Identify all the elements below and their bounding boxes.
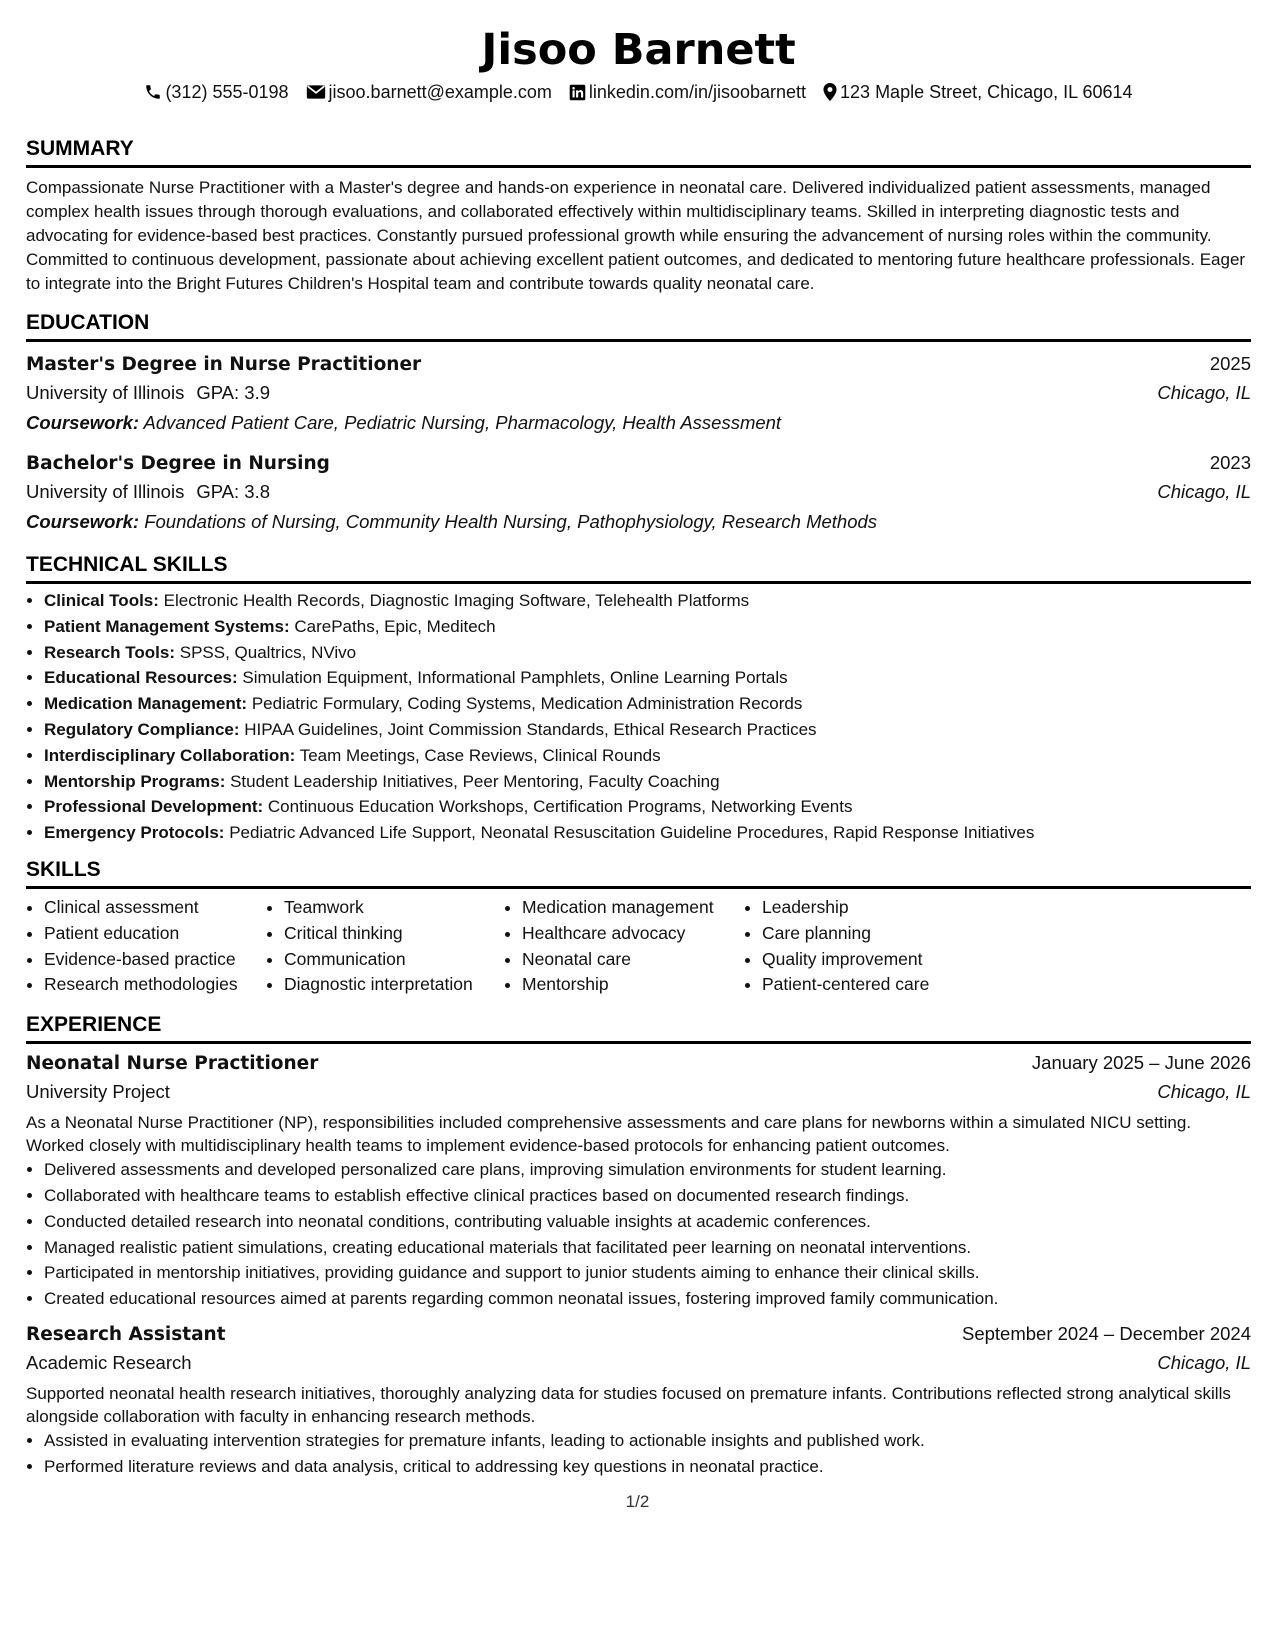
linkedin-text: linkedin.com/in/jisoobarnett [588,82,807,102]
list-item [44,820,1251,846]
skill-values: Pediatric Advanced Life Support, Neonatal Resuscitation Guideline Procedures, Rapid Response Initiatives [229,823,1035,843]
experience-entry [26,1049,1251,1312]
list-item: • Patient-centered care [762,972,982,998]
skill-category: Educational Resources: [44,668,238,688]
coursework-label: Coursework: [26,412,140,433]
list-item [44,614,1251,640]
skill-category: Regulatory Compliance: [44,719,240,739]
degree-title: Master's Degree in Nurse Practitioner [26,354,422,375]
list-item: • Leadership [762,895,982,921]
summary-text: Compassionate Nurse Practitioner with a Master's degree and hands-on experience in neonatal care. Delivered individualized patient assessments, managed complex health issues through thorough evaluations, and collaborated effectively within multidisciplinary teams. Skilled in interpreting diagnostic tests and advocating for evidence-based best practices. Constantly pursued professional growth while ensuring the advancement of nursing roles within the community. Committed to continuous development, passionate about achieving excellent patient outcomes, and dedicated to mentoring future healthcare professionals. Eager to integrate into the Bright Futures Children's Hospital team and contribute towards quality neonatal care. [26,178,1246,293]
education-section [26,310,1251,537]
job-title: Neonatal Nurse Practitioner [26,1053,319,1075]
gpa-text: GPA: 3.8 [196,481,271,502]
list-item: • Participated in mentorship initiatives, providing guidance and support to junior students aiming to enhance their clinical skills. [44,1260,1251,1286]
list-item: • Assisted in evaluating intervention strategies for premature infants, leading to actionable insights and published work. [44,1428,1251,1454]
skill-values: SPSS, Qualtrics, NVivo [179,642,357,662]
skill-values: HIPAA Guidelines, Joint Commission Standards, Ethical Research Practices [244,719,817,739]
skills-section [26,857,1251,998]
graduation-year: 2025 [1209,353,1251,374]
section-title-skills: SKILLS [26,857,1251,889]
school-location: Chicago, IL [1157,382,1251,403]
technical-skills-list [26,588,1251,846]
job-title: Research Assistant [26,1323,226,1345]
list-item: • Patient education [44,921,266,947]
job-dates: January 2025 – June 2026 [1031,1052,1251,1074]
degree-title: Bachelor's Degree in Nursing [26,453,330,474]
list-item: • Mentorship [522,972,744,998]
list-item: • Conducted detailed research into neonatal conditions, contributing valuable insights at academic conferences. [44,1209,1251,1235]
job-bullets [26,1428,1251,1480]
contact-address [823,81,1133,103]
experience-entry [26,1320,1251,1480]
list-item: • Delivered assessments and developed personalized care plans, improving simulation environments for student learning. [44,1157,1251,1183]
phone-text: (312) 555-0198 [165,82,289,102]
list-item: • Quality improvement [762,947,982,973]
list-item: • Neonatal care [522,947,744,973]
list-item: • Critical thinking [284,921,504,947]
skills-column [504,895,744,998]
experience-section [26,1012,1251,1479]
list-item [44,640,1251,666]
skill-values: Continuous Education Workshops, Certification Programs, Networking Events [267,797,853,817]
skills-grid [26,895,1251,998]
skill-category: Interdisciplinary Collaboration: [44,745,296,765]
organization: Academic Research [26,1351,192,1373]
list-item [44,691,1251,717]
skill-category: Professional Development: [44,797,264,817]
coursework-list: Foundations of Nursing, Community Health Nursing, Pathophysiology, Research Methods [144,511,878,532]
section-title-education: EDUCATION [26,310,1251,342]
education-entry [26,350,1251,438]
section-title-summary: SUMMARY [26,136,1251,168]
school-location: Chicago, IL [1157,481,1251,502]
list-item: • Collaborated with healthcare teams to establish effective clinical practices based on documented research findings. [44,1183,1251,1209]
envelope-icon [306,84,326,100]
section-title-technical-skills: TECHNICAL SKILLS [26,552,1251,584]
list-item [44,769,1251,795]
list-item: • Performed literature reviews and data analysis, critical to addressing key questions in neonatal practice. [44,1454,1251,1480]
contact-bar [26,81,1251,103]
skill-values: Student Leadership Initiatives, Peer Mentoring, Faculty Coaching [230,771,720,791]
phone-icon [144,83,162,101]
job-description: As a Neonatal Nurse Practitioner (NP), responsibilities included comprehensive assessments and care plans for newborns within a simulated NICU setting. Worked closely with multidisciplinary health teams to implement evidence-based protocols for enhancing patient outcomes. [26,1113,1192,1156]
job-dates: September 2024 – December 2024 [962,1322,1251,1344]
contact-phone[interactable] [144,81,288,103]
skill-category: Patient Management Systems: [44,616,290,636]
section-title-experience: EXPERIENCE [26,1012,1251,1044]
list-item [44,743,1251,769]
coursework [26,408,1251,438]
school-name [26,378,270,408]
skills-column [26,895,266,998]
contact-email[interactable] [306,81,552,103]
skill-values: Electronic Health Records, Diagnostic Imaging Software, Telehealth Platforms [163,591,750,610]
skills-column [744,895,982,998]
job-description: Supported neonatal health research initiatives, thoroughly analyzing data for studies focused on premature infants. Contributions reflected strong analytical skills alongside collaboration with faculty in enhancing research methods. [26,1383,1231,1426]
summary-section [26,136,1251,296]
school-name [26,477,270,507]
organization: University Project [26,1081,170,1103]
address-text: 123 Maple Street, Chicago, IL 60614 [840,82,1133,102]
education-entry [26,449,1251,537]
list-item: • Clinical assessment [44,895,266,921]
contact-linkedin[interactable] [569,81,806,103]
school-text: University of Illinois [26,481,185,502]
resume-page [26,0,1251,1480]
page-number: 1/2 [625,1492,650,1511]
list-item: • Evidence-based practice [44,947,266,973]
skill-values: Simulation Equipment, Informational Pamphlets, Online Learning Portals [242,668,788,688]
linkedin-icon [569,84,586,101]
coursework [26,507,1251,537]
list-item: • Created educational resources aimed at parents regarding common neonatal issues, fostering improved family communication. [44,1286,1251,1312]
skill-category: Mentorship Programs: [44,771,226,791]
list-item [44,665,1251,691]
list-item: • Managed realistic patient simulations, creating educational materials that facilitated peer learning on neonatal interventions. [44,1235,1251,1261]
list-item: • Research methodologies [44,972,266,998]
list-item [44,717,1251,743]
candidate-name: Jisoo Barnett [481,25,796,75]
job-bullets [26,1157,1251,1312]
job-location: Chicago, IL [1157,1081,1251,1103]
skills-column [266,895,504,998]
list-item: • Medication management [522,895,744,921]
email-text: jisoo.barnett@example.com [328,82,552,102]
coursework-list: Advanced Patient Care, Pediatric Nursing, Pharmacology, Health Assessment [143,412,782,433]
graduation-year: 2023 [1209,452,1251,473]
skill-category: Medication Management: [44,694,248,714]
skill-category: Research Tools: [44,642,176,662]
list-item: • Diagnostic interpretation [284,972,504,998]
technical-skills-section [26,552,1251,846]
skill-values: CarePaths, Epic, Meditech [294,616,496,636]
skill-category: Emergency Protocols: [44,823,225,843]
map-pin-icon [823,83,837,101]
gpa-text: GPA: 3.9 [196,382,271,403]
list-item: • Care planning [762,921,982,947]
skill-category: Clinical Tools: [44,591,159,610]
list-item: • Communication [284,947,504,973]
coursework-label: Coursework: [26,511,140,532]
list-item [44,588,1251,614]
list-item: • Teamwork [284,895,504,921]
list-item: • Healthcare advocacy [522,921,744,947]
skill-values: Pediatric Formulary, Coding Systems, Medication Administration Records [251,694,803,714]
school-text: University of Illinois [26,382,185,403]
job-location: Chicago, IL [1157,1351,1251,1373]
list-item [44,794,1251,820]
skill-values: Team Meetings, Case Reviews, Clinical Rounds [299,745,661,765]
